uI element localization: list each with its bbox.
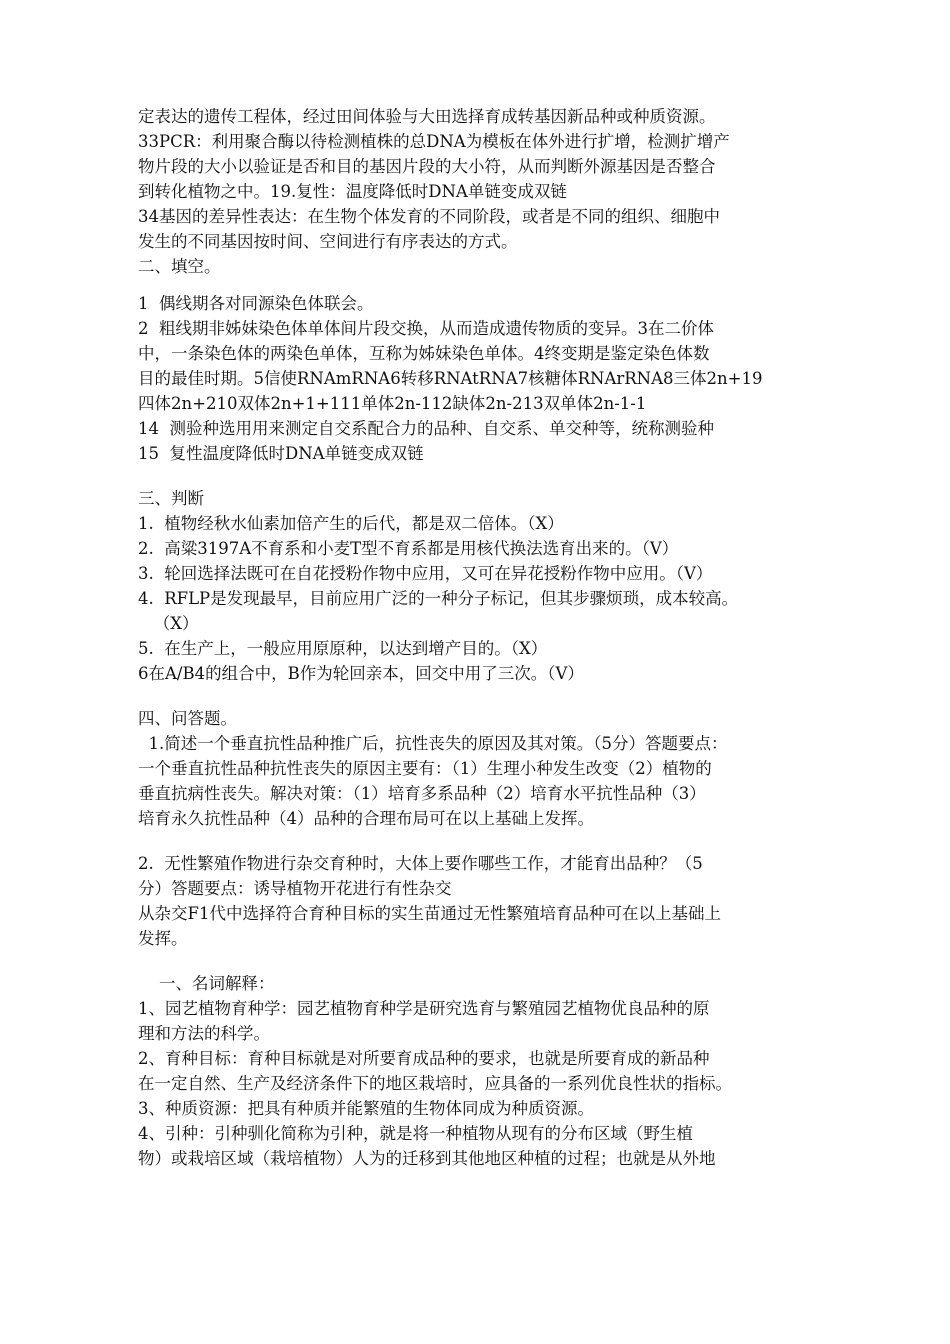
text-line: 4、引种：引种驯化简称为引种，就是将一种植物从现有的分布区域（野生植 [138,1124,693,1143]
text-line: 3、种质资源：把具有种质并能繁殖的生物体同成为种质资源。 [138,1099,594,1118]
document-page [138,104,828,1171]
text-line: 从杂交F1代中选择符合育种目标的实生苗通过无性繁殖培育品种可在以上基础上 [138,904,721,923]
section-heading: 一、名词解释： [138,974,275,993]
text-line: 1.简述一个垂直抗性品种推广后，抗性丧失的原因及其对策。（5分）答题要点： [138,734,728,753]
text-line: 6在A/B4的组合中，B作为轮回亲本，回交中用了三次。（V） [138,664,584,683]
text-line: 2. 高粱3197A不育系和小麦T型不育系都是用核代换法选育出来的。（V） [138,539,679,558]
text-line: 2 粗线期非姊妹染色体单体间片段交换，从而造成遗传物质的变异。3在二价体 [138,319,714,338]
text-line: 2、育种目标：育种目标就是对所要育成品种的要求，也就是所要育成的新品种 [138,1049,710,1068]
text-line: 33PCR：利用聚合酶以待检测植株的总DNA为模板在体外进行扩增，检测扩增产 [138,132,730,151]
text-line: 中，一条染色体的两染色单体，互称为姊妹染色单体。4终变期是鉴定染色体数 [138,344,710,363]
section-heading: 二、填空。 [138,257,221,276]
text-line: 四体2n+210双体2n+1+111单体2n-112缺体2n-213双单体2n-1-1 [138,394,647,413]
section-heading: 三、判断 [138,489,204,508]
text-line: 物）或栽培区域（栽培植物）人为的迁移到其他地区种植的过程；也就是从外地 [138,1149,716,1168]
text-line: 34基因的差异性表达：在生物个体发育的不同阶段，或者是不同的组织、细胞中 [138,207,720,226]
text-line: 15 复性温度降低时DNA单链变成双链 [138,444,424,463]
text-line: 1、园艺植物育种学：园艺植物育种学是研究选育与繁殖园艺植物优良品种的原 [138,999,710,1018]
text-line: 1. 植物经秋水仙素加倍产生的后代，都是双二倍体。（X） [138,514,564,533]
text-line: 培育永久抗性品种（4）品种的合理布局可在以上基础上发挥。 [138,809,594,828]
text-line: 一个垂直抗性品种抗性丧失的原因主要有：（1）生理小种发生改变（2）植物的 [138,759,712,778]
text-line: （X） [138,614,199,633]
text-line: 目的最佳时期。5信使RNAmRNA6转移RNAtRNA7核糖体RNArRNA8三体2n+19 [138,369,763,388]
section-heading: 四、问答题。 [138,709,237,728]
text-line: 物片段的大小以验证是否和目的基因片段的大小符，从而判断外源基因是否整合 [138,157,716,176]
text-line: 14 测验种选用用来测定自交系配合力的品种、自交系、单交种等，统称测验种 [138,419,714,438]
text-line: 理和方法的科学。 [138,1024,270,1043]
text-line: 2. 无性繁殖作物进行杂交育种时，大体上要作哪些工作，才能育出品种？（5 [138,854,703,873]
text-line: 5. 在生产上，一般应用原原种，以达到增产目的。（X） [138,639,548,658]
text-line: 发挥。 [138,929,188,948]
text-line: 发生的不同基因按时间、空间进行有序表达的方式。 [138,232,518,251]
text-line: 垂直抗病性丧失。解决对策：（1）培育多系品种（2）培育水平抗性品种（3） [138,784,706,803]
text-line: 在一定自然、生产及经济条件下的地区栽培时，应具备的一系列优良性状的指标。 [138,1074,732,1093]
text-line: 定表达的遗传工程体，经过田间体验与大田选择育成转基因新品种或种质资源。 [138,107,716,126]
text-line: 分）答题要点：诱导植物开花进行有性杂交 [138,879,452,898]
text-line: 3. 轮回选择法既可在自花授粉作物中应用，又可在异花授粉作物中应用。（V） [138,564,713,583]
text-line: 1 偶线期各对同源染色体联会。 [138,294,374,313]
text-line: 到转化植物之中。19.复性：温度降低时DNA单链变成双链 [138,182,567,201]
text-line: 4. RFLP是发现最早，目前应用广泛的一种分子标记，但其步骤烦琐，成本较高。 [138,589,739,608]
